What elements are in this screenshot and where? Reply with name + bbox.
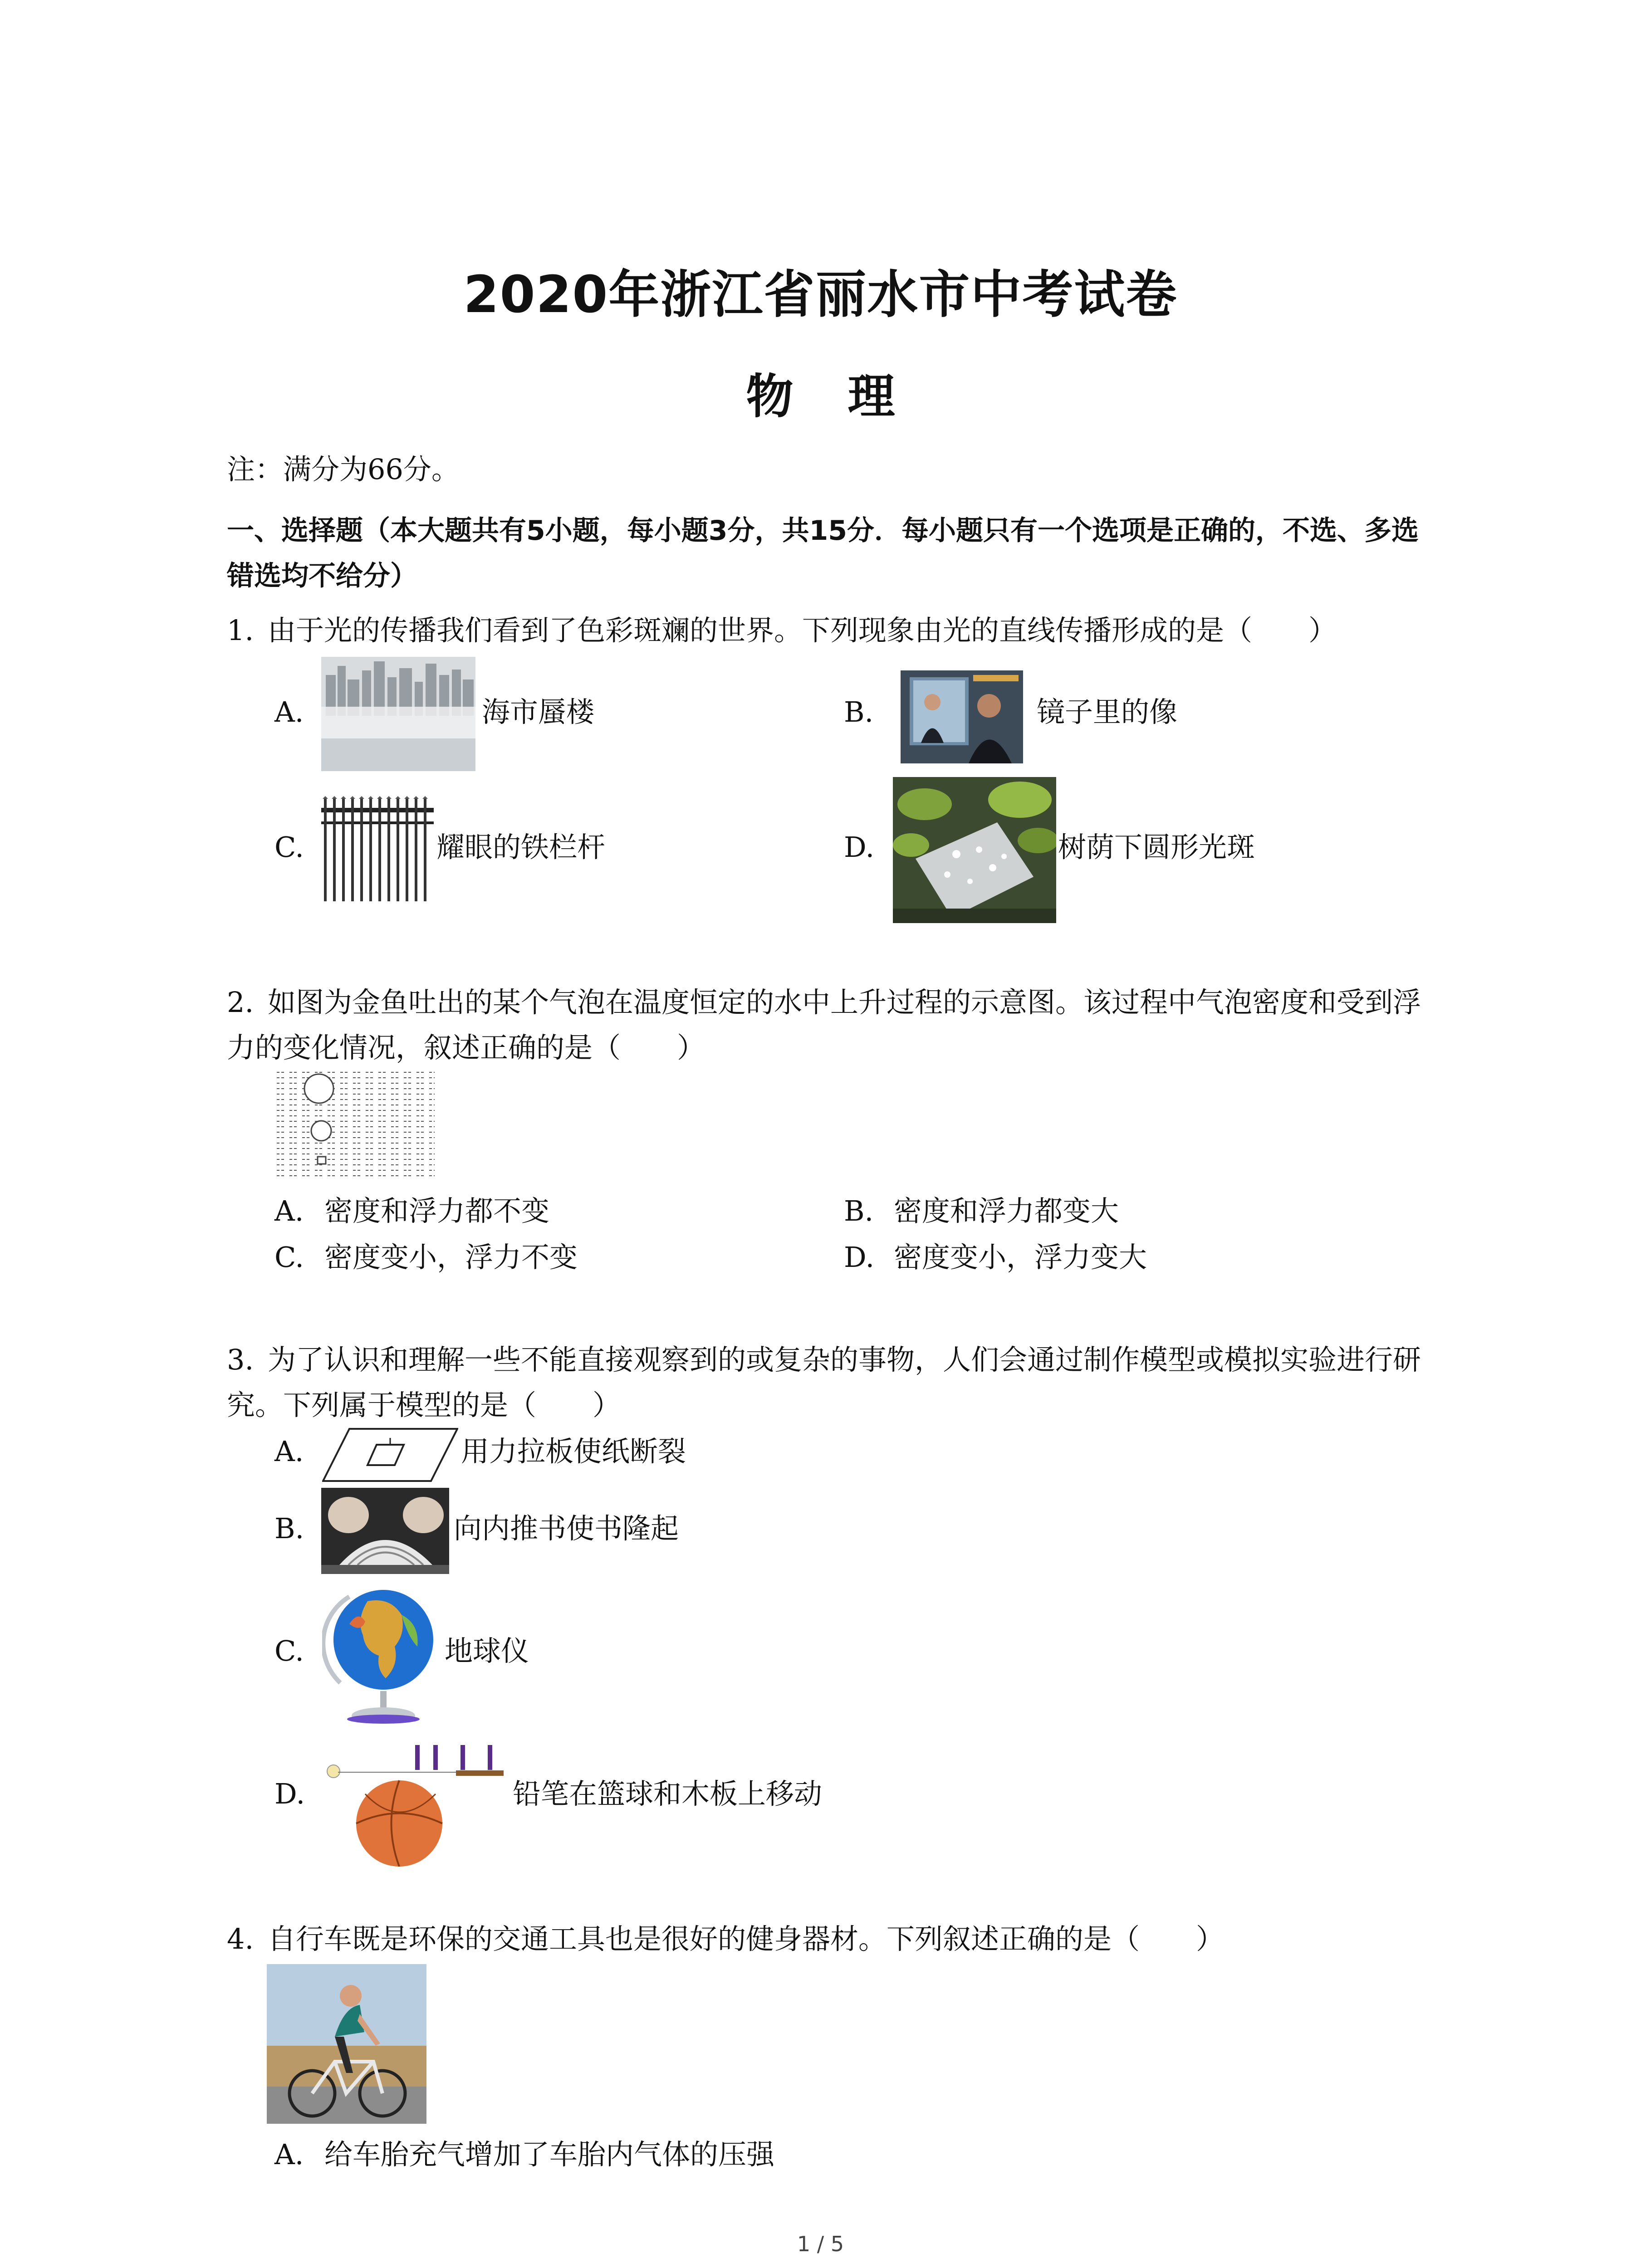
question-number: 1. <box>227 614 254 647</box>
subject-char-1: 物 <box>746 369 794 424</box>
option-letter: D. <box>844 831 875 864</box>
option-letter: A. <box>274 1194 304 1227</box>
option-letter: C. <box>274 831 304 864</box>
mirage-image <box>321 657 475 771</box>
option-text: 密度和浮力都变大 <box>894 1194 1119 1227</box>
subject-char-2: 理 <box>847 369 895 424</box>
q3-option-d[interactable] <box>274 1771 324 1817</box>
q3-option-a[interactable] <box>274 1429 324 1474</box>
q1-option-c[interactable] <box>274 825 324 870</box>
question-stem: 自行车既是环保的交通工具也是很好的健身器材。下列叙述正确的是（ ） <box>268 1922 1225 1955</box>
cyclist-image <box>267 1964 426 2124</box>
bubble-diagram <box>276 1070 435 1178</box>
option-text: 密度变小，浮力变大 <box>894 1241 1147 1274</box>
option-text: 给车胎充气增加了车胎内气体的压强 <box>324 2138 775 2171</box>
question-stem: 如图为金鱼吐出的某个气泡在温度恒定的水中上升过程的示意图。该过程中气泡密度和受到浮力的变化情况，叙述正确的是（ ） <box>227 986 1421 1064</box>
q3-option-c-label: 地球仪 <box>445 1634 529 1667</box>
option-letter: B. <box>844 695 874 728</box>
basketball-pencil-image <box>320 1740 508 1867</box>
subject-heading <box>0 358 1641 426</box>
option-letter: C. <box>274 1241 304 1274</box>
question-3 <box>227 1337 1443 1428</box>
q2-option-c[interactable] <box>274 1235 578 1280</box>
option-letter: D. <box>844 1241 875 1274</box>
question-4 <box>227 1916 1443 1962</box>
tree-shadow-light-spot-image <box>893 777 1056 923</box>
q1-option-d[interactable] <box>844 825 894 870</box>
option-letter: B. <box>844 1194 874 1227</box>
mirror-image <box>901 670 1023 763</box>
q1-option-b-label: 镜子里的像 <box>1037 695 1178 728</box>
book-pushing-image <box>321 1488 449 1574</box>
paper-tearing-diagram <box>322 1427 458 1483</box>
question-number: 3. <box>227 1343 254 1376</box>
option-letter: A. <box>274 2138 304 2171</box>
option-text: 密度变小，浮力不变 <box>324 1241 578 1274</box>
q2-option-d[interactable] <box>844 1235 1147 1280</box>
option-text: 密度和浮力都不变 <box>324 1194 550 1227</box>
q3-option-d-label: 铅笔在篮球和木板上移动 <box>513 1777 823 1810</box>
q3-option-b[interactable] <box>274 1506 324 1551</box>
option-letter: C. <box>274 1634 304 1667</box>
q1-option-d-label: 树荫下圆形光斑 <box>1058 831 1255 864</box>
globe-image <box>322 1583 445 1728</box>
q2-option-b[interactable] <box>844 1188 1119 1234</box>
q2-option-a[interactable] <box>274 1188 549 1234</box>
question-stem: 由于光的传播我们看到了色彩斑斓的世界。下列现象由光的直线传播形成的是（ ） <box>268 614 1337 647</box>
q3-option-c[interactable] <box>274 1628 324 1674</box>
option-letter: D. <box>274 1777 305 1810</box>
question-number: 2. <box>227 986 254 1019</box>
q3-option-b-label: 向内推书使书隆起 <box>454 1512 679 1545</box>
q1-option-c-label: 耀眼的铁栏杆 <box>436 831 606 864</box>
option-letter: A. <box>274 695 304 728</box>
q1-option-b[interactable] <box>844 689 894 735</box>
question-1 <box>227 608 1443 653</box>
page-number: 1 / 5 <box>797 2232 844 2256</box>
q1-option-a-label: 海市蜃楼 <box>482 695 595 728</box>
exam-title: 2020年浙江省丽水市中考试卷 <box>463 265 1178 324</box>
q4-option-a[interactable] <box>274 2132 774 2177</box>
section-heading: 一、选择题（本大题共有5小题，每小题3分，共15分．每小题只有一个选项是正确的，不选、多选错选均不给分） <box>227 515 1419 592</box>
score-note: 注：满分为66分。 <box>227 453 460 486</box>
q3-option-a-label: 用力拉板使纸断裂 <box>461 1435 686 1468</box>
question-number: 4. <box>227 1922 254 1955</box>
q1-option-a[interactable] <box>274 689 324 735</box>
option-letter: A. <box>274 1435 304 1468</box>
iron-railing-image <box>321 796 434 901</box>
question-stem: 为了认识和理解一些不能直接观察到的或复杂的事物，人们会通过制作模型或模拟实验进行研究。下列属于模型的是（ ） <box>227 1343 1421 1422</box>
option-letter: B. <box>274 1512 304 1545</box>
question-2 <box>227 980 1443 1070</box>
